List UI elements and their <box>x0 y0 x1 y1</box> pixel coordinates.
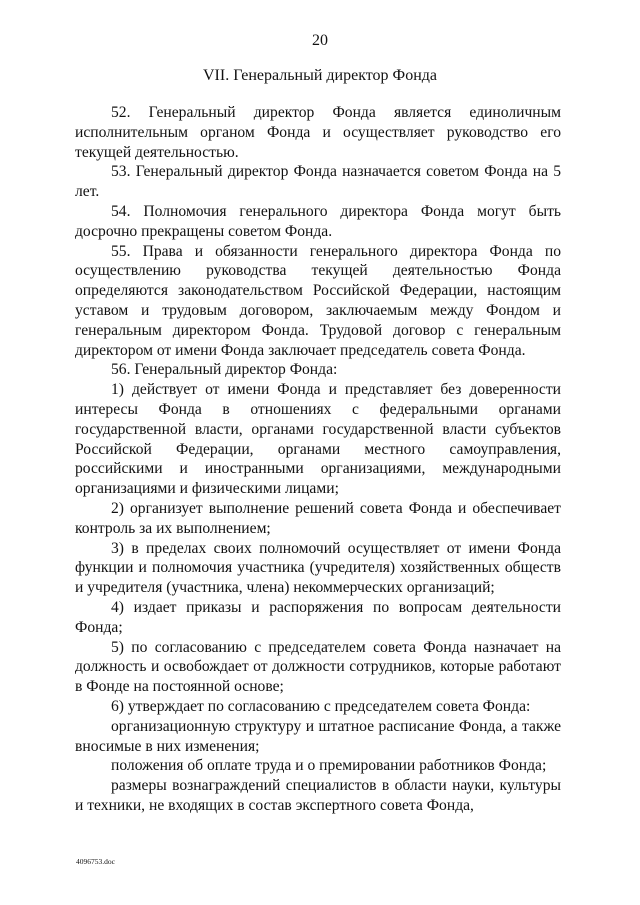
sub-item-org-structure: организационную структуру и штатное расписание Фонда, а также вносимые в них изменения; <box>75 717 561 755</box>
section-title: VII. Генеральный директор Фонда <box>203 67 437 84</box>
sub-item-pay-regulations: положения об оплате труда и о премировании работников Фонда; <box>111 757 547 775</box>
list-item-3: 3) в пределах своих полномочий осуществляет от имени Фонда функции и полномочия участника (учредителя) хозяйственных обществ и учредителя (участника, члена) некоммерческих организаций; <box>75 539 561 597</box>
paragraph-52: 52. Генеральный директор Фонда является единоличным исполнительным органом Фонда и осуществляет руководство его текущей деятельностью. <box>75 104 561 161</box>
footer-filename: 4096753.doc <box>76 857 115 866</box>
sub-item-remuneration: размеры вознаграждений специалистов в области науки, культуры и техники, не входящих в состав экспертного совета Фонда, <box>75 777 561 814</box>
list-item-2: 2) организует выполнение решений совета Фонда и обеспечивает контроль за их выполнением; <box>75 499 561 537</box>
paragraph-53: 53. Генеральный директор Фонда назначается советом Фонда на 5 лет. <box>75 163 561 201</box>
list-item-1: 1) действует от имени Фонда и представляет без доверенности интересы Фонда в отношениях с федеральными органами государственной власти, органами государственной власти субъектов Российской Федерации, органами местного самоуправления, российскими и иностранными организациями, международными организациями и физическими лицами; <box>75 381 561 498</box>
list-item-6: 6) утверждает по согласованию с председателем совета Фонда: <box>111 697 531 715</box>
paragraph-55: 55. Права и обязанности генерального директора Фонда по осуществлению руководства текущей деятельностью Фонда определяются законодательством Российской Федерации, настоящим уставом и трудовым договором, заключаемым между Фондом и генеральным директором Фонда. Трудовой договор с генеральным директором от имени Фонда заключает председатель совета Фонда. <box>75 242 561 359</box>
page-number: 20 <box>312 32 328 49</box>
paragraph-56: 56. Генеральный директор Фонда: <box>111 361 338 379</box>
paragraph-54: 54. Полномочия генерального директора Фонда могут быть досрочно прекращены советом Фонда. <box>75 202 561 240</box>
list-item-5: 5) по согласованию с председателем совета Фонда назначает на должность и освобождает от должности сотрудников, которые работают в Фонде на постоянной основе; <box>75 638 561 696</box>
list-item-4: 4) издает приказы и распоряжения по вопросам деятельности Фонда; <box>75 598 561 636</box>
body-text <box>75 103 561 816</box>
